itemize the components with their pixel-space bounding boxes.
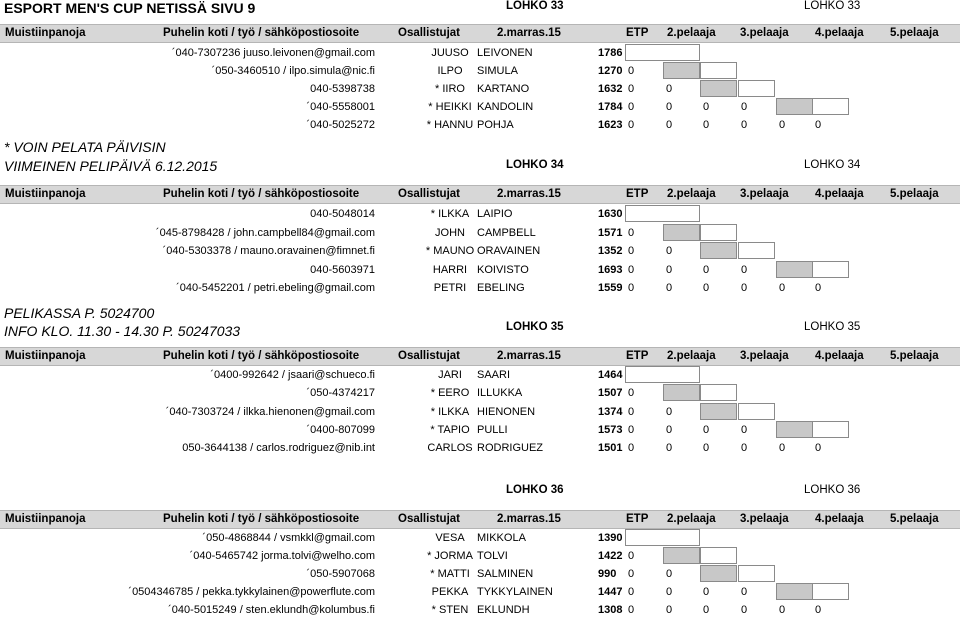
empty-cell <box>812 98 849 115</box>
score-cell: 0 <box>628 65 635 77</box>
score-cell: 0 <box>666 101 673 113</box>
group-title-right: LOHKO 36 <box>804 484 861 496</box>
empty-cell <box>812 583 849 600</box>
first-name-cell: PEKKA <box>431 586 469 598</box>
group-title-right: LOHKO 34 <box>804 159 861 171</box>
contact-cell: ´050-4374217 <box>306 387 375 399</box>
column-header: Puhelin koti / työ / sähköpostiosoite <box>163 27 360 39</box>
group-title-right: LOHKO 33 <box>804 0 861 12</box>
first-name-cell: * EERO <box>430 387 470 399</box>
score-cell: 0 <box>703 119 710 131</box>
column-header: 3.pelaaja <box>740 350 789 362</box>
score-cell: 0 <box>779 282 786 294</box>
score-cell: 0 <box>628 119 635 131</box>
score-cell: 0 <box>666 604 673 616</box>
blocked-cell <box>663 547 700 564</box>
column-header: 2.marras.15 <box>497 350 561 362</box>
contact-cell: ´045-8798428 / john.campbell84@gmail.com <box>155 227 375 239</box>
column-header: ETP <box>626 350 649 362</box>
score-cell: 0 <box>741 586 748 598</box>
column-header: 4.pelaaja <box>815 27 864 39</box>
table-row <box>0 116 960 134</box>
column-header: ETP <box>626 27 649 39</box>
score-cell: 0 <box>741 604 748 616</box>
empty-cell <box>738 565 775 582</box>
rating-cell: 1390 <box>598 532 623 544</box>
group-title <box>506 321 564 333</box>
column-header: 5.pelaaja <box>890 513 939 525</box>
table-row <box>0 421 960 439</box>
table-row <box>0 565 960 583</box>
column-header: 4.pelaaja <box>815 513 864 525</box>
table-row <box>0 547 960 565</box>
first-name-cell: JUUSO <box>431 47 469 59</box>
rating-cell: 1308 <box>598 604 623 616</box>
last-name-cell: HIENONEN <box>477 406 536 418</box>
rating-cell: 1464 <box>598 369 623 381</box>
table-row <box>0 44 960 62</box>
column-header: 2.pelaaja <box>667 188 716 200</box>
note-text: * VOIN PELATA PÄIVISIN <box>4 139 166 155</box>
first-name-cell: * TAPIO <box>430 424 470 436</box>
first-name-cell: * ILKKA <box>430 406 470 418</box>
score-cell: 0 <box>628 604 635 616</box>
empty-cell <box>700 62 737 79</box>
note-text: VIIMEINEN PELIPÄIVÄ 6.12.2015 <box>4 158 218 174</box>
empty-cell <box>700 547 737 564</box>
column-header: Osallistujat <box>398 350 460 362</box>
contact-cell: 050-3644138 / carlos.rodriguez@nib.int <box>182 442 375 454</box>
column-header: 2.marras.15 <box>497 513 561 525</box>
contact-cell: ´040-5025272 <box>306 119 375 131</box>
score-cell: 0 <box>703 101 710 113</box>
score-cell: 0 <box>779 604 786 616</box>
contact-cell: ´040-5452201 / petri.ebeling@gmail.com <box>176 282 375 294</box>
empty-cell <box>625 529 700 546</box>
contact-cell: 040-5603971 <box>310 264 375 276</box>
score-cell: 0 <box>741 442 748 454</box>
table-header <box>0 510 960 529</box>
score-cell: 0 <box>666 264 673 276</box>
column-header: Osallistujat <box>398 27 460 39</box>
column-header: 2.marras.15 <box>497 27 561 39</box>
score-cell: 0 <box>779 119 786 131</box>
first-name-cell: HARRI <box>432 264 468 276</box>
score-cell: 0 <box>741 282 748 294</box>
column-header: 2.pelaaja <box>667 350 716 362</box>
contact-cell: 040-5048014 <box>310 208 375 220</box>
contact-cell: ´0400-992642 / jsaari@schueco.fi <box>210 369 375 381</box>
last-name-cell: TYKKYLAINEN <box>477 586 553 598</box>
column-header: Muistiinpanoja <box>5 350 86 362</box>
column-header: Osallistujat <box>398 188 460 200</box>
empty-cell <box>625 366 700 383</box>
last-name-cell: CAMPBELL <box>477 227 536 239</box>
blocked-cell <box>700 242 737 259</box>
table-header <box>0 24 960 43</box>
column-header: 5.pelaaja <box>890 27 939 39</box>
first-name-cell: JARI <box>438 369 462 381</box>
last-name-cell: EKLUNDH <box>477 604 530 616</box>
table-row <box>0 261 960 279</box>
group-title <box>506 484 564 496</box>
blocked-cell <box>776 583 813 600</box>
last-name-cell: LEIVONEN <box>477 47 533 59</box>
score-cell: 0 <box>703 442 710 454</box>
column-header: Muistiinpanoja <box>5 27 86 39</box>
group-title-label: LOHKO 35 <box>506 321 564 333</box>
rating-cell: 1786 <box>598 47 623 59</box>
first-name-cell: * MAUNO <box>425 245 475 257</box>
column-header: Puhelin koti / työ / sähköpostiosoite <box>163 513 360 525</box>
blocked-cell <box>663 224 700 241</box>
score-cell: 0 <box>741 424 748 436</box>
table-row <box>0 205 960 223</box>
empty-cell <box>700 384 737 401</box>
first-name-cell: VESA <box>435 532 465 544</box>
table-row <box>0 583 960 601</box>
blocked-cell <box>663 62 700 79</box>
contact-cell: ´050-5907068 <box>306 568 375 580</box>
table-row <box>0 601 960 619</box>
empty-cell <box>700 224 737 241</box>
first-name-cell: * JORMA <box>427 550 473 562</box>
group-title-label: LOHKO 36 <box>506 484 564 496</box>
score-cell: 0 <box>628 424 635 436</box>
last-name-cell: POHJA <box>477 119 514 131</box>
score-cell: 0 <box>703 604 710 616</box>
score-cell: 0 <box>741 264 748 276</box>
note-text: PELIKASSA P. 5024700 <box>4 305 155 321</box>
score-cell: 0 <box>666 406 673 418</box>
score-cell: 0 <box>666 586 673 598</box>
empty-cell <box>812 261 849 278</box>
score-cell: 0 <box>815 282 822 294</box>
table-row <box>0 279 960 297</box>
score-cell: 0 <box>666 424 673 436</box>
rating-cell: 1374 <box>598 406 623 418</box>
column-header: 4.pelaaja <box>815 188 864 200</box>
blocked-cell <box>776 98 813 115</box>
table-row <box>0 62 960 80</box>
table-row <box>0 403 960 421</box>
score-cell: 0 <box>666 83 673 95</box>
column-header: 3.pelaaja <box>740 513 789 525</box>
blocked-cell <box>700 565 737 582</box>
first-name-cell: * HANNU <box>426 119 474 131</box>
group-title <box>506 159 564 171</box>
rating-cell: 1784 <box>598 101 623 113</box>
last-name-cell: KOIVISTO <box>477 264 529 276</box>
group-title-label: LOHKO 34 <box>506 159 564 171</box>
column-header: 4.pelaaja <box>815 350 864 362</box>
column-header: 2.pelaaja <box>667 27 716 39</box>
first-name-cell: * ILKKA <box>430 208 470 220</box>
rating-cell: 1693 <box>598 264 623 276</box>
rating-cell: 1623 <box>598 119 623 131</box>
column-header: Puhelin koti / työ / sähköpostiosoite <box>163 350 360 362</box>
score-cell: 0 <box>815 604 822 616</box>
last-name-cell: SIMULA <box>477 65 518 77</box>
first-name-cell: ILPO <box>437 65 463 77</box>
table-row <box>0 242 960 260</box>
first-name-cell: * IIRO <box>435 83 465 95</box>
score-cell: 0 <box>628 101 635 113</box>
column-header: 2.marras.15 <box>497 188 561 200</box>
rating-cell: 1507 <box>598 387 623 399</box>
score-cell: 0 <box>628 227 635 239</box>
empty-cell <box>625 205 700 222</box>
empty-cell <box>738 80 775 97</box>
last-name-cell: LAIPIO <box>477 208 513 220</box>
score-cell: 0 <box>628 245 635 257</box>
score-cell: 0 <box>628 406 635 418</box>
score-cell: 0 <box>628 387 635 399</box>
last-name-cell: PULLI <box>477 424 508 436</box>
column-header: Osallistujat <box>398 513 460 525</box>
rating-cell: 1630 <box>598 208 623 220</box>
group-title <box>506 0 564 12</box>
rating-cell: 990 <box>598 568 617 580</box>
rating-cell: 1559 <box>598 282 623 294</box>
last-name-cell: MIKKOLA <box>477 532 526 544</box>
contact-cell: ´0504346785 / pekka.tykkylainen@powerflute.com <box>128 586 375 598</box>
contact-cell: ´040-7307236 juuso.leivonen@gmail.com <box>171 47 375 59</box>
column-header: 5.pelaaja <box>890 350 939 362</box>
last-name-cell: SALMINEN <box>477 568 534 580</box>
table-row <box>0 80 960 98</box>
score-cell: 0 <box>703 424 710 436</box>
last-name-cell: ILLUKKA <box>477 387 523 399</box>
score-cell: 0 <box>779 442 786 454</box>
blocked-cell <box>700 403 737 420</box>
score-cell: 0 <box>666 568 673 580</box>
table-row <box>0 529 960 547</box>
contact-cell: ´050-3460510 / ilpo.simula@nic.fi <box>211 65 375 77</box>
column-header: Muistiinpanoja <box>5 188 86 200</box>
score-cell: 0 <box>703 264 710 276</box>
last-name-cell: RODRIGUEZ <box>477 442 543 454</box>
score-cell: 0 <box>666 245 673 257</box>
contact-cell: 040-5398738 <box>310 83 375 95</box>
score-cell: 0 <box>741 101 748 113</box>
score-cell: 0 <box>628 264 635 276</box>
rating-cell: 1270 <box>598 65 623 77</box>
column-header: 3.pelaaja <box>740 188 789 200</box>
last-name-cell: EBELING <box>477 282 525 294</box>
score-cell: 0 <box>666 119 673 131</box>
first-name-cell: PETRI <box>433 282 467 294</box>
rating-cell: 1447 <box>598 586 623 598</box>
contact-cell: ´040-5303378 / mauno.oravainen@fimnet.fi <box>162 245 375 257</box>
score-cell: 0 <box>628 586 635 598</box>
last-name-cell: SAARI <box>477 369 511 381</box>
first-name-cell: JOHN <box>435 227 465 239</box>
first-name-cell: CARLOS <box>427 442 473 454</box>
score-cell: 0 <box>741 119 748 131</box>
contact-cell: ´050-4868844 / vsmkkl@gmail.com <box>202 532 375 544</box>
blocked-cell <box>700 80 737 97</box>
note-text: INFO KLO. 11.30 - 14.30 P. 50247033 <box>4 323 241 339</box>
empty-cell <box>738 403 775 420</box>
blocked-cell <box>663 384 700 401</box>
page-title: ESPORT MEN'S CUP NETISSÄ SIVU 9 <box>4 0 256 16</box>
group-title-label: LOHKO 33 <box>506 0 564 12</box>
last-name-cell: KANDOLIN <box>477 101 534 113</box>
rating-cell: 1573 <box>598 424 623 436</box>
first-name-cell: * STEN <box>431 604 469 616</box>
table-row <box>0 439 960 457</box>
table-header <box>0 185 960 204</box>
column-header: 3.pelaaja <box>740 27 789 39</box>
rating-cell: 1632 <box>598 83 623 95</box>
last-name-cell: ORAVAINEN <box>477 245 541 257</box>
table-header <box>0 347 960 366</box>
table-row <box>0 98 960 116</box>
group-title-right: LOHKO 35 <box>804 321 861 333</box>
blocked-cell <box>776 261 813 278</box>
first-name-cell: * HEIKKI <box>428 101 472 113</box>
column-header: ETP <box>626 513 649 525</box>
column-header: 5.pelaaja <box>890 188 939 200</box>
blocked-cell <box>776 421 813 438</box>
contact-cell: ´0400-807099 <box>306 424 375 436</box>
empty-cell <box>625 44 700 61</box>
table-row <box>0 366 960 384</box>
table-row <box>0 384 960 402</box>
column-header: ETP <box>626 188 649 200</box>
score-cell: 0 <box>628 282 635 294</box>
contact-cell: ´040-5558001 <box>306 101 375 113</box>
column-header: Muistiinpanoja <box>5 513 86 525</box>
empty-cell <box>812 421 849 438</box>
table-row <box>0 224 960 242</box>
column-header: Puhelin koti / työ / sähköpostiosoite <box>163 188 360 200</box>
contact-cell: ´040-7303724 / ilkka.hienonen@gmail.com <box>165 406 375 418</box>
empty-cell <box>738 242 775 259</box>
score-cell: 0 <box>703 282 710 294</box>
rating-cell: 1501 <box>598 442 623 454</box>
last-name-cell: KARTANO <box>477 83 530 95</box>
score-cell: 0 <box>666 442 673 454</box>
contact-cell: ´040-5015249 / sten.eklundh@kolumbus.fi <box>168 604 375 616</box>
rating-cell: 1571 <box>598 227 623 239</box>
column-header: 2.pelaaja <box>667 513 716 525</box>
rating-cell: 1422 <box>598 550 623 562</box>
last-name-cell: TOLVI <box>477 550 508 562</box>
score-cell: 0 <box>628 568 635 580</box>
score-cell: 0 <box>703 586 710 598</box>
first-name-cell: * MATTI <box>430 568 470 580</box>
score-cell: 0 <box>666 282 673 294</box>
score-cell: 0 <box>628 83 635 95</box>
score-cell: 0 <box>628 550 635 562</box>
score-cell: 0 <box>815 442 822 454</box>
rating-cell: 1352 <box>598 245 623 257</box>
score-cell: 0 <box>628 442 635 454</box>
contact-cell: ´040-5465742 jorma.tolvi@welho.com <box>189 550 375 562</box>
score-cell: 0 <box>815 119 822 131</box>
